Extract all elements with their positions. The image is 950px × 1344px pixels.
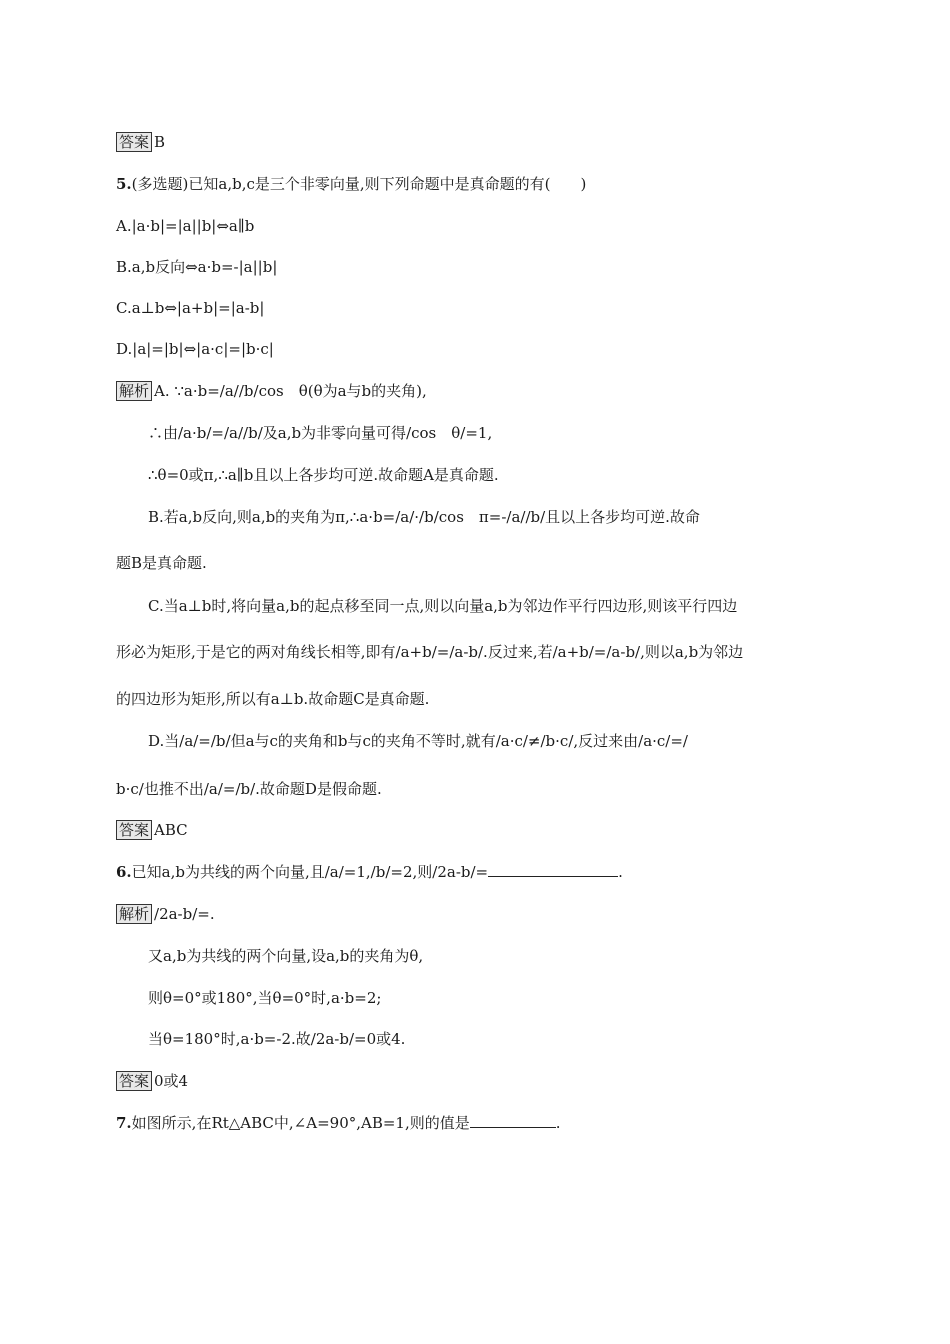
- q5-analysis-line-6: C.当a⊥b时,将向量a,b的起点移至同一点,则以向量a,b为邻边作平行四边形,则该平行四边: [148, 597, 738, 615]
- answer-tag: 答案: [116, 1071, 152, 1091]
- q4-answer-line: [116, 132, 165, 152]
- q6-answer: 0或4: [154, 1072, 189, 1090]
- q5-answer-line: [116, 820, 188, 840]
- q7-stem: 如图所示,在Rt△ABC中,∠A=90°,AB=1,则的值是: [131, 1114, 470, 1132]
- q5-option-b: B.a,b反向⇔a·b=-|a||b|: [116, 258, 278, 276]
- q7-stem-line: [116, 1113, 561, 1133]
- q6-stem-end: .: [618, 863, 623, 881]
- q7-stem-end: .: [555, 1114, 561, 1132]
- q5-analysis-line-3: ∴θ=0或π,∴a∥b且以上各步均可逆.故命题A是真命题.: [148, 466, 499, 484]
- q5-option-d: D.|a|=|b|⇔|a·c|=|b·c|: [116, 340, 274, 358]
- q6-analysis-text-1: /2a-b/=.: [154, 905, 215, 923]
- q5-option-a: A.|a·b|=|a||b|⇔a∥b: [116, 217, 255, 235]
- q6-analysis-line-4: 当θ=180°时,a·b=-2.故/2a-b/=0或4.: [148, 1030, 406, 1048]
- analysis-tag: 解析: [116, 381, 152, 401]
- q5-analysis-line-9: D.当/a/=/b/但a与c的夹角和b与c的夹角不等时,就有/a·c/≠/b·c/,反过来由/a·c/=/: [148, 732, 688, 750]
- q6-analysis-line-1: [116, 904, 215, 924]
- q6-analysis-line-3: 则θ=0°或180°,当θ=0°时,a·b=2;: [148, 989, 382, 1007]
- q6-stem-line: [116, 862, 623, 882]
- q5-analysis-line-1: [116, 381, 427, 401]
- q6-answer-blank: [488, 862, 618, 877]
- q5-analysis-line-4: B.若a,b反向,则a,b的夹角为π,∴a·b=/a/·/b/cos π=-/a//b/且以上各步均可逆.故命: [148, 508, 700, 526]
- q6-analysis-line-2: 又a,b为共线的两个向量,设a,b的夹角为θ,: [148, 947, 424, 965]
- answer-tag: 答案: [116, 132, 152, 152]
- q4-answer: B: [154, 133, 166, 151]
- q5-stem-line: [116, 174, 586, 194]
- q7-number: 7.: [116, 1114, 132, 1132]
- analysis-tag: 解析: [116, 904, 152, 924]
- q6-number: 6.: [116, 863, 132, 881]
- q5-analysis-line-7: 形必为矩形,于是它的两对角线长相等,即有/a+b/=/a-b/.反过来,若/a+b/=/a-b/,则以a,b为邻边: [116, 643, 744, 661]
- answer-tag: 答案: [116, 820, 152, 840]
- q5-number: 5.: [116, 175, 132, 193]
- q5-option-c: C.a⊥b⇔|a+b|=|a-b|: [116, 299, 265, 317]
- q7-answer-blank: [470, 1113, 556, 1128]
- q5-stem: (多选题)已知a,b,c是三个非零向量,则下列命题中是真命题的有( ): [131, 175, 587, 193]
- q5-analysis-line-5: 题B是真命题.: [116, 554, 207, 572]
- q5-analysis-line-10: b·c/也推不出/a/=/b/.故命题D是假命题.: [116, 780, 382, 798]
- q5-analysis-line-8: 的四边形为矩形,所以有a⊥b.故命题C是真命题.: [116, 690, 430, 708]
- q5-answer: ABC: [154, 821, 188, 839]
- q6-answer-line: [116, 1071, 188, 1091]
- q5-analysis-text-1: A. ∵a·b=/a//b/cos θ(θ为a与b的夹角),: [154, 382, 427, 400]
- q6-stem: 已知a,b为共线的两个向量,且/a/=1,/b/=2,则/2a-b/=: [131, 863, 489, 881]
- q5-analysis-line-2: ∴由/a·b/=/a//b/及a,b为非零向量可得/cos θ/=1,: [148, 424, 493, 442]
